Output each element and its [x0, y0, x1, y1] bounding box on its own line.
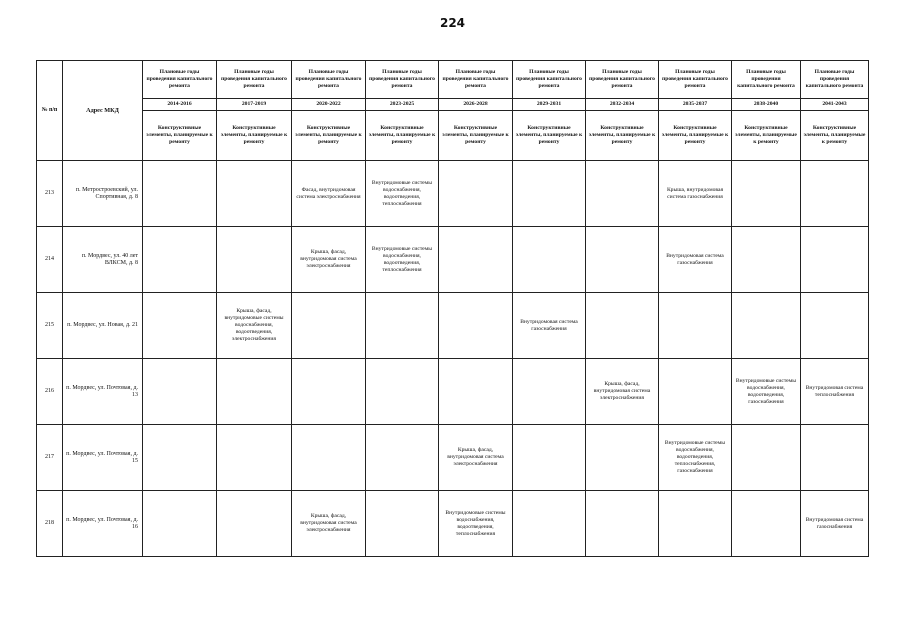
- period-years: 2032-2034: [586, 99, 659, 111]
- row-number: 217: [37, 425, 63, 491]
- table-cell: [143, 425, 217, 491]
- table-cell: [366, 359, 439, 425]
- table-cell: Внутридомовые системы водоснабжения, водоотведения, теплоснабжения: [366, 161, 439, 227]
- table-cell: Крыша, фасад, внутридомовая система электроснабжения: [439, 425, 513, 491]
- table-cell: [732, 293, 801, 359]
- row-address: п. Мордвес, ул. 40 лет ВЛКСМ, д. 8: [63, 227, 143, 293]
- period-years: 2026-2028: [439, 99, 513, 111]
- period-plan-header: Плановые годы проведения капитального ремонта: [217, 61, 292, 99]
- header-row-years: [37, 99, 869, 111]
- table-cell: [586, 293, 659, 359]
- table-row: [37, 359, 869, 425]
- period-elements-header: Конструктивные элементы, планируемые к ремонту: [659, 111, 732, 161]
- period-years: 2014-2016: [143, 99, 217, 111]
- table-header: [37, 61, 869, 161]
- period-plan-header: Плановые годы проведения капитального ремонта: [801, 61, 869, 99]
- period-elements-header: Конструктивные элементы, планируемые к ремонту: [217, 111, 292, 161]
- table-cell: Внутридомовые системы водоснабжения, водоотведения, теплоснабжения: [439, 491, 513, 557]
- table-cell: [366, 425, 439, 491]
- table-cell: Крыша, фасад, внутридомовая система электроснабжения: [292, 491, 366, 557]
- page-number: 224: [439, 16, 466, 30]
- period-years: 2041-2043: [801, 99, 869, 111]
- period-years: 2029-2031: [513, 99, 586, 111]
- table-cell: Крыша, фасад, внутридомовая система электроснабжения: [292, 227, 366, 293]
- period-years: 2035-2037: [659, 99, 732, 111]
- period-elements-header: Конструктивные элементы, планируемые к ремонту: [439, 111, 513, 161]
- table-cell: [586, 491, 659, 557]
- table-cell: [801, 227, 869, 293]
- period-plan-header: Плановые годы проведения капитального ремонта: [292, 61, 366, 99]
- table-cell: [513, 359, 586, 425]
- table-cell: Внутридомовые системы водоснабжения, водоотведения, теплоснабжения: [366, 227, 439, 293]
- period-plan-header: Плановые годы проведения капитального ремонта: [732, 61, 801, 99]
- table-cell: [143, 491, 217, 557]
- row-number: 218: [37, 491, 63, 557]
- table-cell: [143, 227, 217, 293]
- table-cell: [217, 491, 292, 557]
- table-cell: [292, 293, 366, 359]
- table-cell: [801, 293, 869, 359]
- table-cell: [143, 161, 217, 227]
- table-cell: Фасад, внутридомовая система электроснабжения: [292, 161, 366, 227]
- table-cell: [732, 227, 801, 293]
- table-cell: [439, 293, 513, 359]
- period-plan-header: Плановые годы проведения капитального ремонта: [513, 61, 586, 99]
- period-plan-header: Плановые годы проведения капитального ремонта: [366, 61, 439, 99]
- capital-repair-table: [36, 60, 869, 557]
- table-cell: [659, 293, 732, 359]
- table-cell: [217, 161, 292, 227]
- table-cell: [513, 425, 586, 491]
- row-address: п. Мордвес, ул. Почтовая, д. 15: [63, 425, 143, 491]
- period-years: 2020-2022: [292, 99, 366, 111]
- period-plan-header: Плановые годы проведения капитального ремонта: [143, 61, 217, 99]
- table-cell: Внутридомовые системы водоснабжения, водоотведения, газоснабжения: [732, 359, 801, 425]
- table-cell: [732, 491, 801, 557]
- table-cell: [439, 227, 513, 293]
- table-cell: [732, 425, 801, 491]
- table-cell: [659, 491, 732, 557]
- period-plan-header: Плановые годы проведения капитального ремонта: [439, 61, 513, 99]
- row-address: п. Мордвес, ул. Почтовая, д. 13: [63, 359, 143, 425]
- table-cell: [801, 425, 869, 491]
- table-cell: [292, 425, 366, 491]
- table-cell: [366, 293, 439, 359]
- table-cell: Внутридомовая система газоснабжения: [801, 491, 869, 557]
- table-cell: [217, 425, 292, 491]
- col-num-header: № п/п: [37, 61, 63, 161]
- table-cell: Внутридомовая система теплоснабжения: [801, 359, 869, 425]
- row-address: п. Мордвес, ул. Почтовая, д. 16: [63, 491, 143, 557]
- row-address: п. Мордвес, ул. Новая, д. 21: [63, 293, 143, 359]
- period-elements-header: Конструктивные элементы, планируемые к ремонту: [143, 111, 217, 161]
- row-number: 213: [37, 161, 63, 227]
- period-years: 2017-2019: [217, 99, 292, 111]
- table-cell: [143, 293, 217, 359]
- header-row-plan: [37, 61, 869, 99]
- table-cell: [143, 359, 217, 425]
- table-row: [37, 227, 869, 293]
- period-elements-header: Конструктивные элементы, планируемые к ремонту: [801, 111, 869, 161]
- period-elements-header: Конструктивные элементы, планируемые к ремонту: [513, 111, 586, 161]
- row-number: 216: [37, 359, 63, 425]
- table-cell: [292, 359, 366, 425]
- table-cell: [586, 227, 659, 293]
- table-cell: [366, 491, 439, 557]
- table-cell: [217, 359, 292, 425]
- period-plan-header: Плановые годы проведения капитального ремонта: [586, 61, 659, 99]
- period-elements-header: Конструктивные элементы, планируемые к ремонту: [366, 111, 439, 161]
- header-row-elements: [37, 111, 869, 161]
- table-cell: [801, 161, 869, 227]
- col-address-header: Адрес МКД: [63, 61, 143, 161]
- table-cell: [439, 359, 513, 425]
- table-cell: [586, 425, 659, 491]
- table-row: [37, 161, 869, 227]
- table-cell: Крыша, фасад, внутридомовая система электроснабжения: [586, 359, 659, 425]
- table-cell: Внутридомовая система газоснабжения: [513, 293, 586, 359]
- table-cell: Внутридомовые системы водоснабжения, водоотведения, теплоснабжения, газоснабжения: [659, 425, 732, 491]
- table-cell: [513, 491, 586, 557]
- period-elements-header: Конструктивные элементы, планируемые к ремонту: [586, 111, 659, 161]
- table-row: [37, 293, 869, 359]
- table-cell: [659, 359, 732, 425]
- period-elements-header: Конструктивные элементы, планируемые к ремонту: [292, 111, 366, 161]
- table-cell: [732, 161, 801, 227]
- period-plan-header: Плановые годы проведения капитального ремонта: [659, 61, 732, 99]
- row-number: 215: [37, 293, 63, 359]
- table-body: [37, 161, 869, 557]
- table-cell: [217, 227, 292, 293]
- table-row: [37, 425, 869, 491]
- table-cell: [439, 161, 513, 227]
- period-elements-header: Конструктивные элементы, планируемые к ремонту: [732, 111, 801, 161]
- row-address: п. Метростроевский, ул. Спортивная, д. 8: [63, 161, 143, 227]
- table-row: [37, 491, 869, 557]
- row-number: 214: [37, 227, 63, 293]
- table-cell: [513, 227, 586, 293]
- period-years: 2023-2025: [366, 99, 439, 111]
- table-cell: Внутридомовая система газоснабжения: [659, 227, 732, 293]
- table-cell: [513, 161, 586, 227]
- table-cell: Крыша, фасад, внутридомовые системы водоснабжения, водоотведения, электроснабжения: [217, 293, 292, 359]
- table-cell: Крыша, внутридомовая система газоснабжения: [659, 161, 732, 227]
- table-cell: [586, 161, 659, 227]
- period-years: 2038-2040: [732, 99, 801, 111]
